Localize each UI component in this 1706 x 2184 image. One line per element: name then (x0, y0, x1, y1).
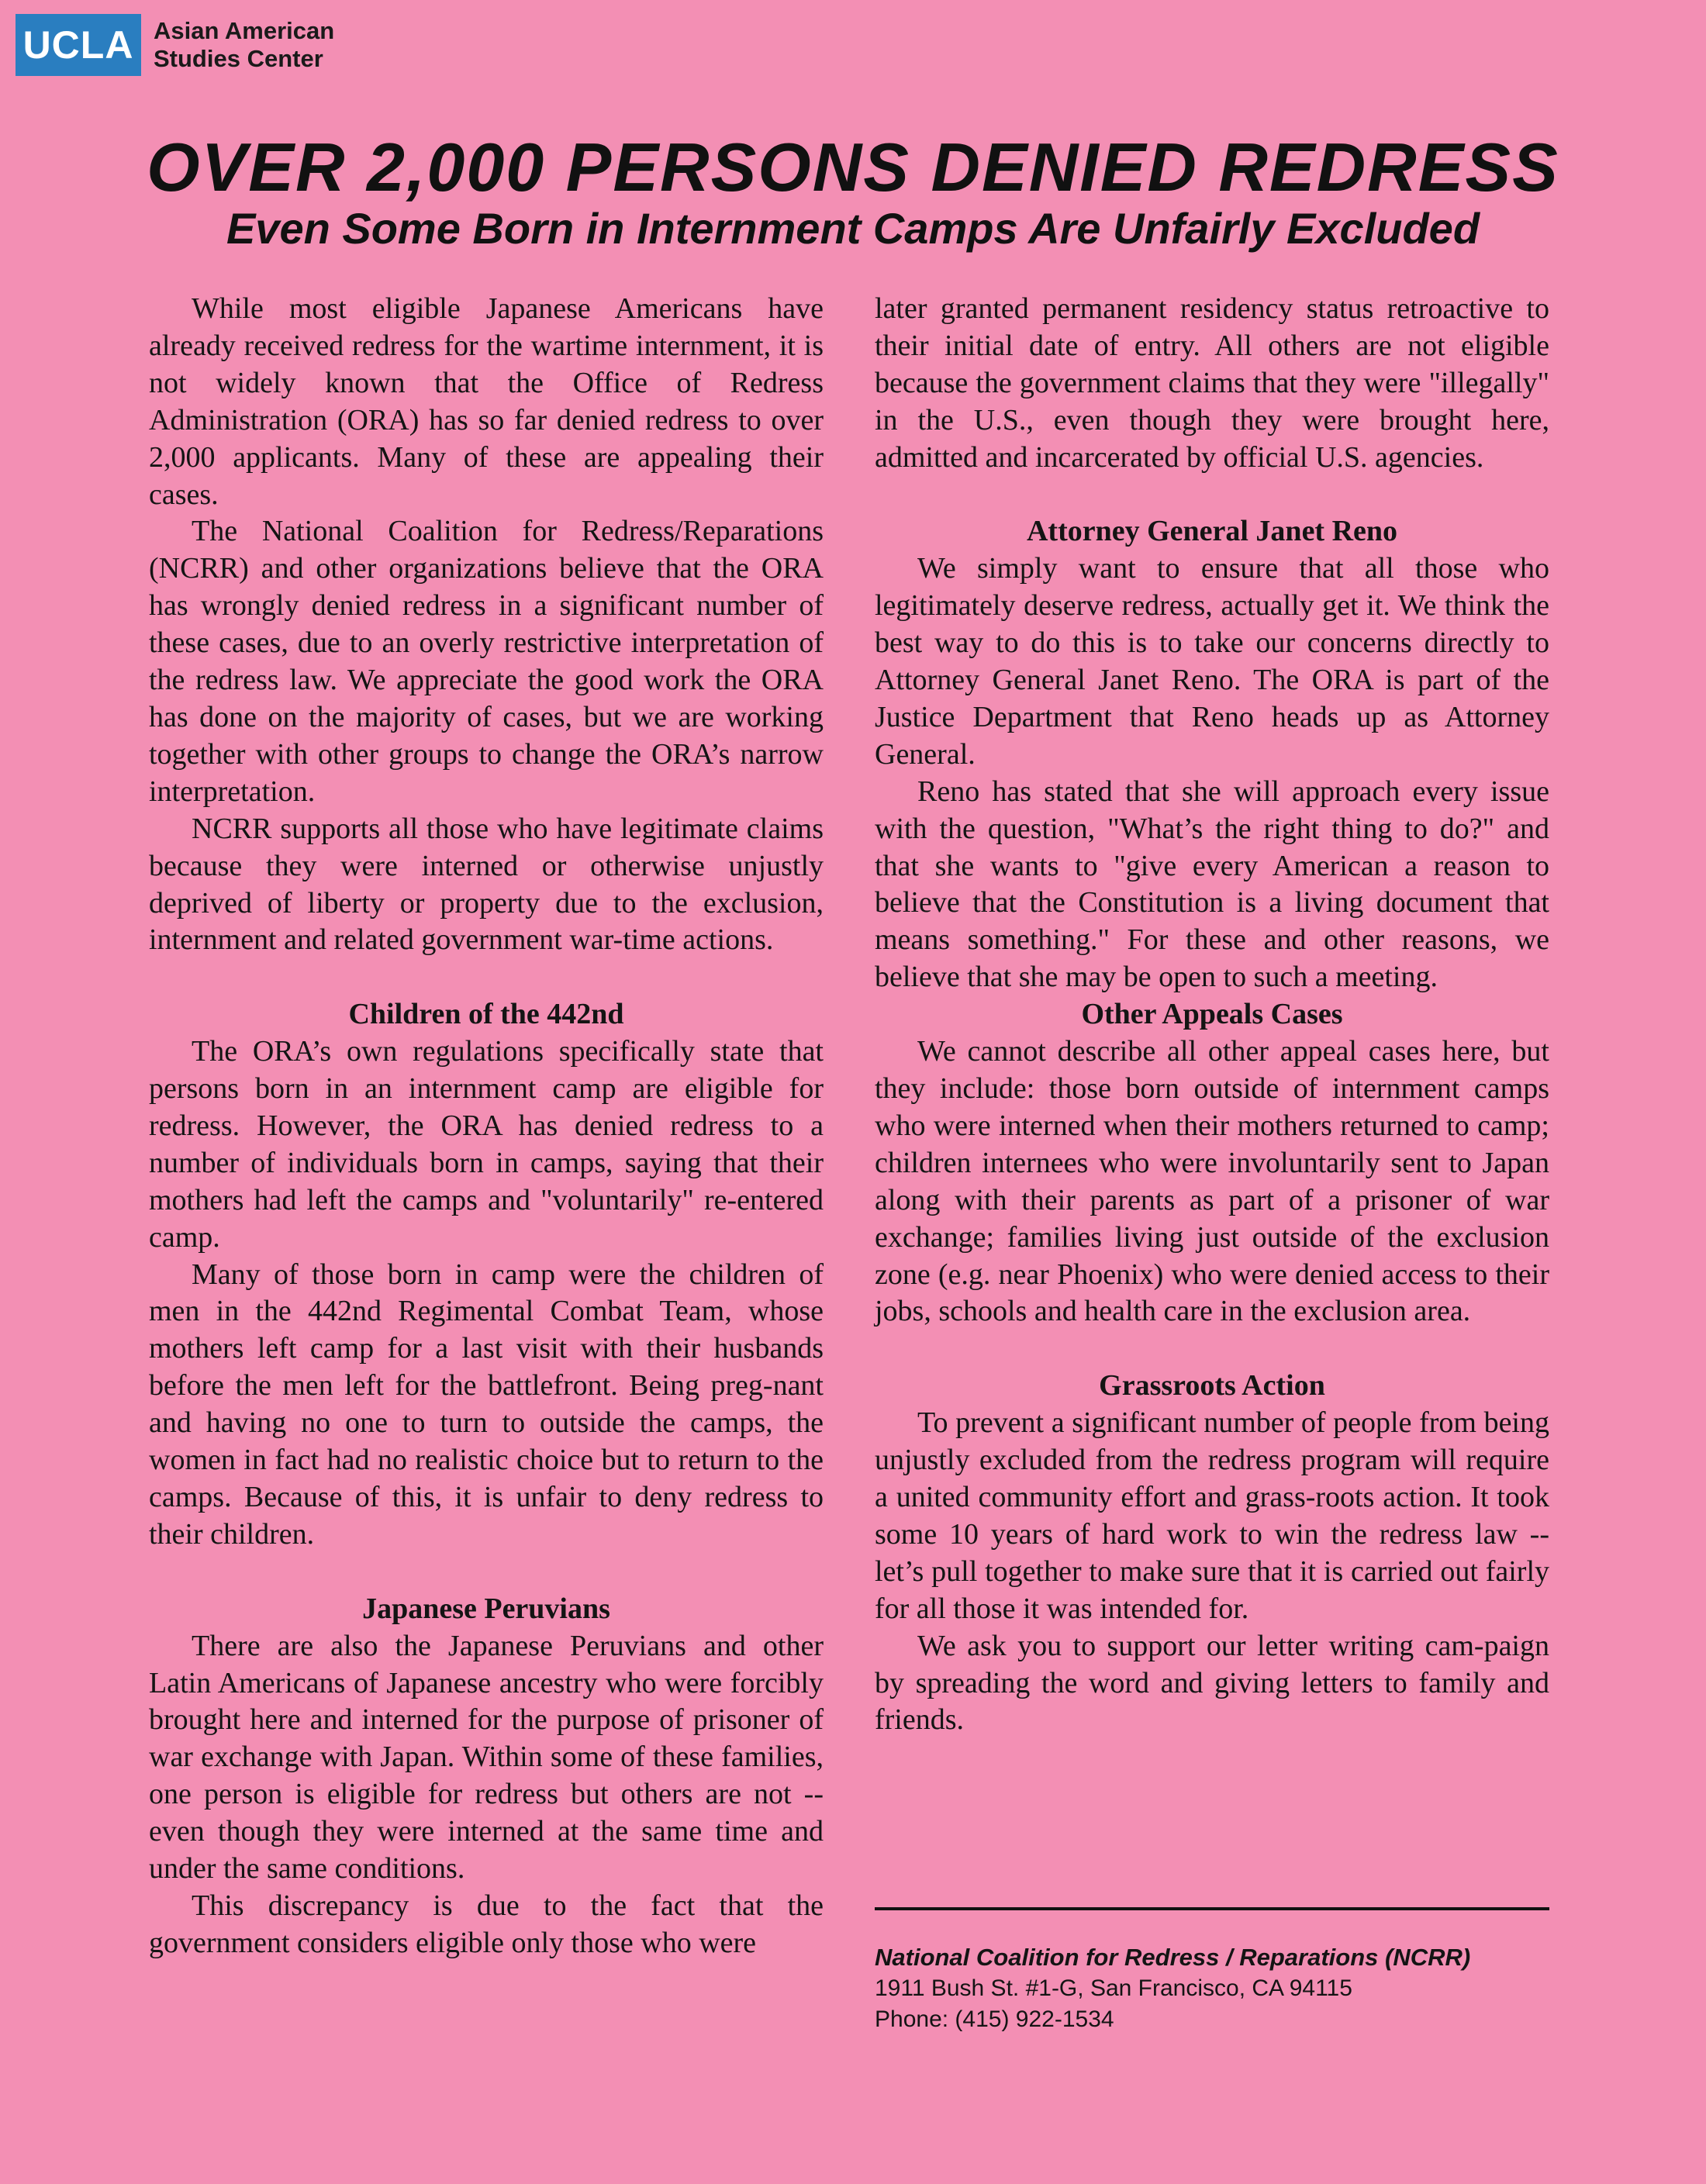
paragraph: We simply want to ensure that all those who legitimately deserve redress, actually get it. We think the best way to do this is to take our concerns directly to Attorney General Janet Reno. The ORA is part of the Justice Department that Reno heads up as Attorney General. (875, 552, 1549, 771)
paragraph: The National Coalition for Redress/Reparations (NCRR) and other organizations believe that the ORA has wrongly denied redress in a significant number of these cases, due to an overly restrictive interpretation of the redress law. We appreciate the good work the ORA has done on the majority of cases, but we are working together with other groups to change the ORA’s narrow interpretation. (149, 515, 824, 808)
page-subtitle: Even Some Born in Internment Camps Are Unfairly Excluded (226, 204, 1480, 253)
center-name (154, 17, 334, 73)
paragraph: We cannot describe all other appeal cases here, but they include: those born outside of internment camps who were interned when their mothers returned to camp; children internees who were involuntarily sent to Japan along with their parents as part of a prisoner of war exchange; families living just outside of the exclusion zone (e.g. near Phoenix) who were denied access to their jobs, schools and health care in the exclusion area. (875, 1035, 1549, 1328)
logo-text: UCLA (22, 23, 134, 67)
paragraph: later granted permanent residency status retroactive to their initial date of entry. All others are not eligible because the government claims that they were "illegally" in the U.S., even though they were brought here, admitted and incarcerated by official U.S. agencies. (875, 292, 1549, 474)
right-column (875, 291, 1549, 1739)
paragraph: While most eligible Japanese Americans have already received redress for the wartime internment, it is not widely known that the Office of Redress Administration (ORA) has so far denied redress to over 2,000 applicants. Many of these are appealing their cases. (149, 292, 824, 511)
left-column (149, 291, 824, 1962)
paragraph: Reno has stated that she will approach every issue with the question, "What’s the right thing to do?" and that she wants to "give every American a reason to believe that the Constitution is a living document that means something." For these and other reasons, we believe that she may be open to such a meeting. (875, 775, 1549, 994)
ucla-logo (16, 14, 141, 76)
section-heading-grassroots: Grassroots Action (1099, 1369, 1325, 1403)
paragraph: This discrepancy is due to the fact that the government considers eligible only those who were (149, 1889, 824, 1959)
paragraph: Many of those born in camp were the children of men in the 442nd Regimental Combat Team, whose mothers left camp for a last visit with their husbands before the men left for the battlefront. Being preg-nant and having no one to turn to outside the camps, the women in fact had no realistic choice but to return to the camps. Because of this, it is unfair to deny redress to their children. (149, 1258, 824, 1551)
section-heading-attorney-general: Attorney General Janet Reno (1026, 515, 1398, 548)
section-heading-japanese-peruvians: Japanese Peruvians (362, 1592, 610, 1625)
contact-block (875, 1942, 1573, 2035)
paragraph: The ORA’s own regulations specifically state that persons born in an internment camp are eligible for redress. However, the ORA has denied redress to a number of individuals born in camps, saying that their mothers had left the camps and "voluntarily" re-entered camp. (149, 1035, 824, 1254)
organization-address: 1911 Bush St. #1-G, San Francisco, CA 94115 (875, 1975, 1352, 2001)
section-heading-other-appeals: Other Appeals Cases (1081, 998, 1343, 1031)
center-name-line2: Studies Center (154, 45, 323, 72)
paragraph: To prevent a significant number of people from being unjustly excluded from the redress program will require a united community effort and grass-roots action. It took some 10 years of hard work to win the redress law -- let’s pull together to make sure that it is carried out fairly for all those it was intended for. (875, 1406, 1549, 1625)
paragraph: NCRR supports all those who have legitimate claims because they were interned or otherwise unjustly deprived of liberty or property due to the exclusion, internment and related government war-time actions. (149, 812, 824, 957)
paragraph: We ask you to support our letter writing cam-paign by spreading the word and giving letters to family and friends. (875, 1629, 1549, 1737)
organization-name: National Coalition for Redress / Reparations (NCRR) (875, 1944, 1471, 1971)
paragraph: There are also the Japanese Peruvians and other Latin Americans of Japanese ancestry who were forcibly brought here and interned for the purpose of prisoner of war exchange with Japan. Within some of these families, one person is eligible for redress but others are not -- even though they were interned at the same time and under the same conditions. (149, 1629, 824, 1886)
section-heading-children-442nd: Children of the 442nd (348, 998, 624, 1031)
page-title: OVER 2,000 PERSONS DENIED REDRESS (147, 129, 1559, 205)
center-name-line1: Asian American (154, 17, 335, 44)
organization-phone: Phone: (415) 922-1534 (875, 2006, 1114, 2032)
footer-divider (875, 1907, 1549, 1910)
